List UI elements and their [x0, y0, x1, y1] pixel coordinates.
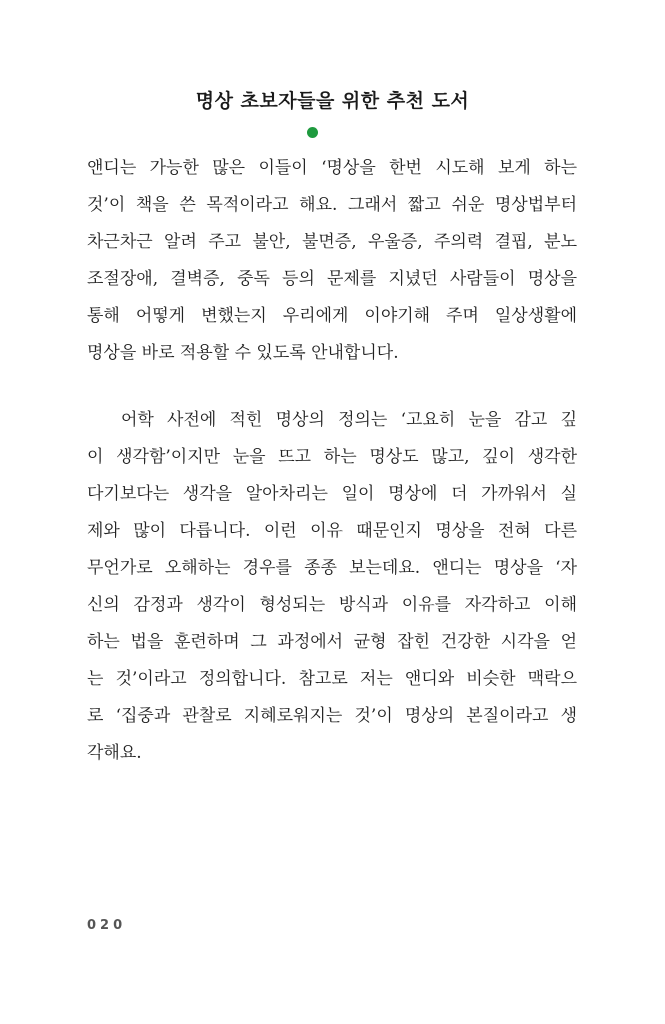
- page-number: 020: [87, 918, 127, 933]
- text-line: 조절장애, 결벽증, 중독 등의 문제를 지녔던 사람들이 명상을: [87, 269, 577, 289]
- text-line: 제와 많이 다릅니다. 이런 이유 때문인지 명상을 전혀 다른: [87, 521, 577, 541]
- text-line: 것’이 책을 쓴 목적이라고 해요. 그래서 짧고 쉬운 명상법부터: [87, 195, 577, 215]
- text-line: 는 것’이라고 정의합니다. 참고로 저는 앤디와 비슷한 맥락으: [87, 669, 577, 689]
- text-line: 다기보다는 생각을 알아차리는 일이 명상에 더 가까워서 실: [87, 484, 577, 504]
- text-line: 신의 감정과 생각이 형성되는 방식과 이유를 자각하고 이해: [87, 595, 577, 615]
- text-line: 무언가로 오해하는 경우를 종종 보는데요. 앤디는 명상을 ‘자: [87, 558, 577, 578]
- page-title: 명상 초보자들을 위한 추천 도서: [195, 90, 470, 112]
- paragraph-2: [87, 402, 577, 772]
- text-line: 차근차근 알려 주고 불안, 불면증, 우울증, 주의력 결핍, 분노: [87, 232, 577, 252]
- text-line: 앤디는 가능한 많은 이들이 ‘명상을 한번 시도해 보게 하는: [87, 158, 577, 178]
- text-line: 각해요.: [87, 743, 142, 763]
- text-line: 통해 어떻게 변했는지 우리에게 이야기해 주며 일상생활에: [87, 306, 577, 326]
- text-line: 명상을 바로 적용할 수 있도록 안내합니다.: [87, 343, 399, 363]
- text-line: 이 생각함’이지만 눈을 뜨고 하는 명상도 많고, 깊이 생각한: [87, 447, 577, 467]
- text-line: 어학 사전에 적힌 명상의 정의는 ‘고요히 눈을 감고 깊: [121, 410, 577, 430]
- text-line: 하는 법을 훈련하며 그 과정에서 균형 잡힌 건강한 시각을 얻: [87, 632, 577, 652]
- text-line: 로 ‘집중과 관찰로 지혜로워지는 것’이 명상의 본질이라고 생: [87, 706, 577, 726]
- green-dot-ornament: [307, 127, 318, 138]
- paragraph-1: [87, 150, 577, 372]
